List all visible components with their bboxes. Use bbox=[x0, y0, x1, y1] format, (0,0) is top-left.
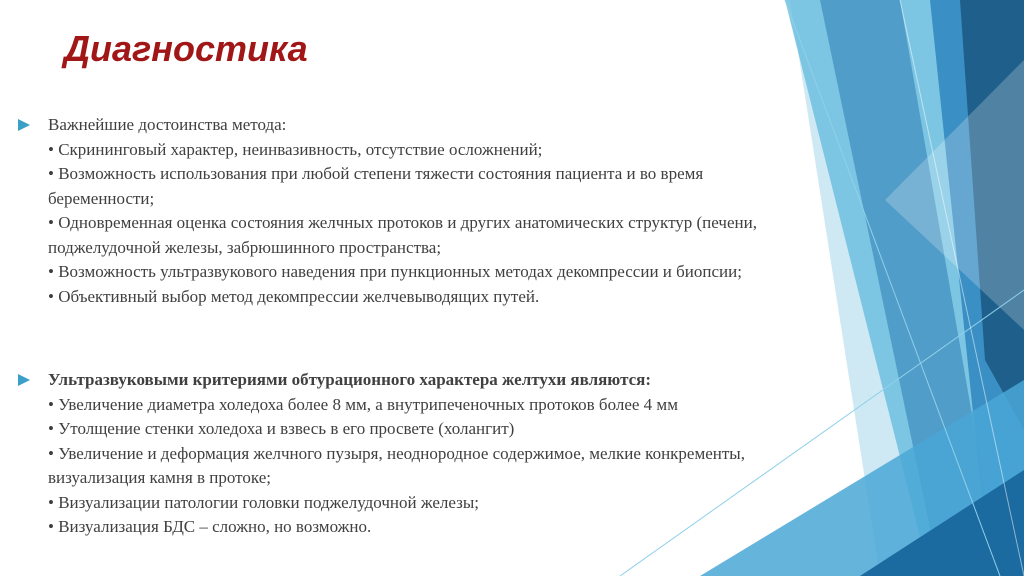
text-line: • Увеличение диаметра холедоха более 8 мм, а внутрипеченочных протоков более 4 мм bbox=[48, 394, 678, 414]
content-block-criteria bbox=[18, 368, 808, 540]
advantages-text bbox=[48, 113, 808, 309]
text-line: • Визуализация БДС – сложно, но возможно. bbox=[48, 517, 372, 536]
triangle-bullet-icon bbox=[18, 119, 30, 131]
triangle-bullet-icon bbox=[18, 374, 30, 386]
criteria-heading: Ультразвуковыми критериями обтурационного характера желтухи являются: bbox=[48, 370, 652, 389]
text-line: • Утолщение стенки холедоха и взвесь в его просвете (холангит) bbox=[48, 419, 515, 438]
text-line: • Возможность использования при любой степени тяжести состояния пациента и во время беременности; bbox=[48, 164, 704, 208]
text-line: • Визуализации патологии головки поджелудочной железы; bbox=[48, 492, 479, 512]
text-line: • Скрининговый характер, неинвазивность, отсутствие осложнений; bbox=[48, 139, 543, 159]
text-line: Важнейшие достоинства метода: bbox=[48, 115, 287, 134]
text-line: • Одновременная оценка состояния желчных протоков и других анатомических структур (печени, поджелудочной железы, забрюшинного пространства; bbox=[48, 213, 757, 257]
text-line: • Возможность ультразвукового наведения при пункционных методах декомпрессии и биопсии; bbox=[48, 262, 742, 281]
criteria-text bbox=[48, 368, 808, 540]
text-line: • Увеличение и деформация желчного пузыря, неоднородное содержимое, мелкие конкременты, визуализация камня в протоке; bbox=[48, 443, 745, 487]
content-block-advantages bbox=[18, 113, 808, 309]
slide-title: Диагностика bbox=[64, 28, 308, 69]
text-line: • Объективный выбор метод декомпрессии желчевыводящих путей. bbox=[48, 286, 540, 306]
